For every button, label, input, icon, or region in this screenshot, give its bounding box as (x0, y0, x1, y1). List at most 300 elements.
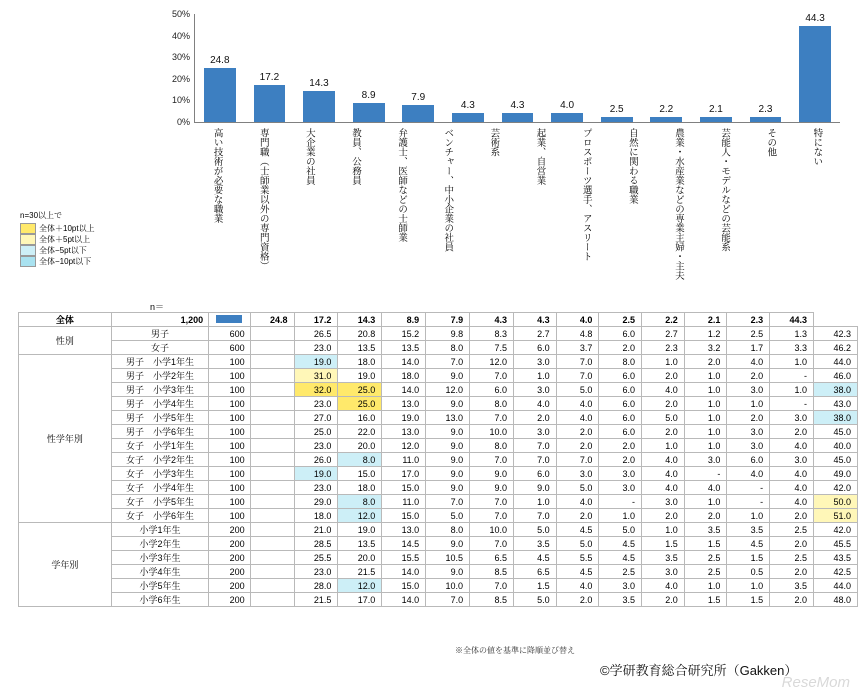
table-cell: 31.0 (294, 369, 338, 383)
table-cell: 3.0 (770, 453, 814, 467)
table-cell: 4.0 (770, 467, 814, 481)
table-swatch-cell (250, 495, 294, 509)
legend-label: 全体＋5pt以上 (39, 235, 91, 244)
table-cell: 2.5 (684, 565, 727, 579)
legend (20, 210, 116, 267)
table-n-value: 100 (209, 439, 250, 453)
table-cell: 3.5 (599, 593, 642, 607)
table-cell: 14.0 (382, 593, 426, 607)
table-cell: 25.0 (338, 383, 382, 397)
table-cell: 1.0 (684, 439, 727, 453)
x-label-cell (748, 126, 794, 293)
table-cell: 26.0 (294, 453, 338, 467)
bar (601, 117, 633, 122)
table-group-label: 性学年別 (19, 355, 112, 523)
table-cell: 3.0 (599, 467, 642, 481)
credit: ©学研教育総合研究所（Gakken） (600, 663, 798, 678)
table-cell: 23.0 (294, 439, 338, 453)
table-cell: 9.0 (426, 467, 470, 481)
x-label-text: 自然に関わる職業 (626, 128, 638, 204)
table-cell: 1.5 (727, 593, 770, 607)
table-cell: - (727, 481, 770, 495)
x-label-cell (609, 126, 655, 293)
table-cell: 2.0 (556, 425, 599, 439)
table-cell: 4.0 (770, 439, 814, 453)
table-cell: 12.0 (338, 509, 382, 523)
table-cell: 11.0 (382, 495, 426, 509)
table-cell: 3.5 (770, 579, 814, 593)
x-label-text: 教員、公務員 (349, 128, 361, 185)
table-cell: 1.0 (684, 397, 727, 411)
table-row (19, 551, 858, 565)
bars-container (195, 14, 840, 122)
table-row (19, 369, 858, 383)
table-cell: 12.0 (338, 579, 382, 593)
table-cell: 18.0 (382, 369, 426, 383)
table-row (19, 383, 858, 397)
table-cell: 2.5 (599, 565, 642, 579)
table-cell: 1.0 (684, 383, 727, 397)
bar-cell (641, 14, 691, 122)
table-cell: 44.3 (770, 313, 814, 327)
table-cell: 7.0 (513, 509, 556, 523)
table-cell: 11.0 (382, 453, 426, 467)
bar (700, 117, 732, 122)
x-label-cell (702, 126, 748, 293)
table-cell: 0.5 (727, 565, 770, 579)
table-row-label: 男子 小学3年生 (111, 383, 208, 397)
table-cell: 3.3 (770, 341, 814, 355)
bar-value-label: 2.1 (708, 104, 723, 116)
bar (303, 91, 335, 122)
table-row-label: 男子 小学1年生 (111, 355, 208, 369)
table-cell: 2.0 (599, 341, 642, 355)
table-cell: 13.5 (338, 341, 382, 355)
table-n-value: 100 (209, 397, 250, 411)
table-cell: 13.0 (382, 523, 426, 537)
table-cell: 8.0 (338, 453, 382, 467)
table-swatch-cell (250, 397, 294, 411)
table-swatch-cell (250, 453, 294, 467)
table-cell: 1.0 (770, 383, 814, 397)
table-cell: 5.0 (556, 383, 599, 397)
table-cell: - (770, 369, 814, 383)
table-swatch-cell (250, 593, 294, 607)
table-cell: 2.0 (770, 565, 814, 579)
x-label-cell (425, 126, 471, 293)
table-row (19, 565, 858, 579)
bar-value-label: 2.3 (758, 104, 773, 116)
table-cell: 1.0 (642, 439, 685, 453)
bar (254, 85, 286, 122)
bar-value-label: 8.9 (361, 89, 376, 101)
table-cell: 2.3 (642, 341, 685, 355)
bar (452, 113, 484, 122)
table-cell: 8.0 (426, 523, 470, 537)
table-cell: 2.0 (642, 369, 685, 383)
x-label-text: プロスポーツ選手、アスリート (580, 128, 592, 261)
table-cell: 9.0 (470, 481, 514, 495)
table-cell: 22.0 (338, 425, 382, 439)
table-cell: 2.0 (770, 509, 814, 523)
table-cell: 17.0 (338, 593, 382, 607)
table-row (19, 509, 858, 523)
table-cell: 1.5 (684, 537, 727, 551)
table-cell: 1.7 (727, 341, 770, 355)
table-row-label: 小学6年生 (111, 593, 208, 607)
table-cell: 7.0 (470, 453, 514, 467)
table-cell: 2.0 (727, 411, 770, 425)
table-row (19, 537, 858, 551)
table-swatch-cell (250, 411, 294, 425)
x-label-text: 農業・水産業などの専業主婦・主夫 (672, 128, 684, 280)
table-cell: 6.0 (727, 453, 770, 467)
y-tick: 50% (171, 9, 190, 19)
bar-cell (691, 14, 741, 122)
table-cell: 5.0 (513, 593, 556, 607)
table-cell: 1.0 (513, 369, 556, 383)
table-cell: 1.0 (684, 369, 727, 383)
table-cell: 5.0 (426, 509, 470, 523)
table-swatch-cell (250, 341, 294, 355)
table-cell: - (599, 495, 642, 509)
legend-swatch (20, 256, 36, 267)
table-cell: 3.5 (513, 537, 556, 551)
table-cell: 8.0 (599, 355, 642, 369)
table-row (19, 425, 858, 439)
table-cell: 3.0 (727, 439, 770, 453)
table-cell: 13.0 (382, 397, 426, 411)
table-cell: 2.5 (727, 327, 770, 341)
table-cell: 3.0 (599, 579, 642, 593)
table-n-value: 600 (209, 327, 250, 341)
table-cell: 28.5 (294, 537, 338, 551)
table-cell: 1.0 (727, 579, 770, 593)
table-cell: - (770, 397, 814, 411)
table-row (19, 481, 858, 495)
table-row (19, 453, 858, 467)
table-cell: 4.0 (642, 579, 685, 593)
table-cell: 2.5 (770, 551, 814, 565)
table-cell: 1.5 (727, 551, 770, 565)
table-cell: 7.0 (556, 355, 599, 369)
table-cell: 2.0 (727, 369, 770, 383)
table-cell: 5.0 (556, 537, 599, 551)
table-cell: 9.0 (470, 467, 514, 481)
legend-label: 全体−10pt以下 (39, 257, 92, 266)
table-cell: 6.0 (599, 397, 642, 411)
table-cell: 44.0 (813, 579, 857, 593)
table-cell: 7.0 (426, 593, 470, 607)
table-cell: 4.5 (513, 551, 556, 565)
legend-item (20, 256, 116, 267)
table-cell: 4.0 (642, 453, 685, 467)
table-cell: 7.0 (470, 579, 514, 593)
table-cell: 6.5 (470, 551, 514, 565)
table-cell: 7.0 (470, 369, 514, 383)
table-cell: 2.2 (642, 313, 685, 327)
table-cell: 2.3 (727, 313, 770, 327)
table-cell: 2.0 (684, 509, 727, 523)
table-cell: 1.0 (684, 411, 727, 425)
bar-cell (195, 14, 245, 122)
table-cell: 6.5 (513, 565, 556, 579)
table-cell: 10.0 (426, 579, 470, 593)
table-cell: 18.0 (338, 481, 382, 495)
table-cell: 44.0 (813, 355, 857, 369)
table-cell: 8.9 (382, 313, 426, 327)
table-cell: 7.0 (470, 537, 514, 551)
table-cell: 40.0 (813, 439, 857, 453)
table-cell: 2.5 (599, 313, 642, 327)
table-row (19, 593, 858, 607)
table-n-value: 100 (209, 355, 250, 369)
x-label-text: 専門職（士師業以外の専門資格） (257, 128, 269, 271)
table-cell: 32.0 (294, 383, 338, 397)
table-n-value: 100 (209, 369, 250, 383)
table-swatch-cell (250, 439, 294, 453)
table-cell: 38.0 (813, 383, 857, 397)
table-cell: 48.0 (813, 593, 857, 607)
table-cell: 28.0 (294, 579, 338, 593)
bar-value-label: 2.2 (659, 104, 674, 116)
x-label-text: 起業、自営業 (534, 128, 546, 185)
table-cell: 45.5 (813, 537, 857, 551)
table-cell: 9.0 (426, 453, 470, 467)
table-cell: 3.5 (727, 523, 770, 537)
bar (204, 68, 236, 122)
table-row-label: 女子 小学3年生 (111, 467, 208, 481)
table-cell: 27.0 (294, 411, 338, 425)
table-cell: 2.0 (556, 439, 599, 453)
table-cell: 7.0 (513, 439, 556, 453)
table-row (19, 341, 858, 355)
table-cell: 4.0 (684, 481, 727, 495)
table-row-label: 女子 小学6年生 (111, 509, 208, 523)
table-swatch-cell (250, 355, 294, 369)
table-cell: 14.0 (382, 383, 426, 397)
table-cell: 2.0 (599, 439, 642, 453)
table-group-label: 学年別 (19, 523, 112, 607)
table-n-value: 200 (209, 565, 250, 579)
table-cell: 13.0 (426, 411, 470, 425)
table-cell: 19.0 (294, 467, 338, 481)
table-row-label: 男子 小学4年生 (111, 397, 208, 411)
table-cell: 23.0 (294, 341, 338, 355)
table-row-label: 全体 (19, 313, 112, 327)
table-cell: 13.5 (338, 537, 382, 551)
table-cell: 19.0 (338, 523, 382, 537)
table-cell: 8.5 (470, 593, 514, 607)
bar-value-label: 4.3 (510, 99, 525, 111)
table-cell: 1.2 (684, 327, 727, 341)
y-tick: 20% (171, 73, 190, 84)
table-cell: 15.2 (382, 327, 426, 341)
bar-cell (344, 14, 394, 122)
table-cell: 2.0 (556, 509, 599, 523)
data-table (18, 312, 858, 607)
table-cell: 4.0 (727, 355, 770, 369)
table-row-label: 小学5年生 (111, 579, 208, 593)
y-axis-labels (160, 8, 192, 128)
table-cell: 1.5 (513, 579, 556, 593)
table-cell: 24.8 (250, 313, 294, 327)
table-swatch-cell (250, 565, 294, 579)
table-swatch-cell (250, 369, 294, 383)
table-cell: 21.5 (338, 565, 382, 579)
table-group-label: 性別 (19, 327, 112, 355)
table-cell: 15.0 (382, 481, 426, 495)
table-row-label: 男子 小学2年生 (111, 369, 208, 383)
table-cell: 3.5 (642, 551, 685, 565)
legend-label: 全体−5pt以下 (39, 246, 87, 255)
table-cell: 21.5 (294, 593, 338, 607)
table-cell: 2.5 (684, 551, 727, 565)
series-swatch (216, 315, 242, 323)
x-label-cell (240, 126, 286, 293)
table-cell: 4.0 (556, 495, 599, 509)
table-cell: 2.0 (770, 425, 814, 439)
table-cell: 51.0 (813, 509, 857, 523)
table-cell: 8.3 (470, 327, 514, 341)
bar-value-label: 24.8 (210, 55, 230, 67)
table-cell: 29.0 (294, 495, 338, 509)
table-n-value: 100 (209, 425, 250, 439)
table-cell: 3.0 (513, 355, 556, 369)
x-label-text: 大企業の社員 (303, 128, 315, 185)
table-cell: 2.0 (556, 593, 599, 607)
table-cell: 5.5 (556, 551, 599, 565)
table-cell: 16.0 (338, 411, 382, 425)
table-cell: 10.5 (426, 551, 470, 565)
table-cell: 1.3 (770, 327, 814, 341)
table-cell: 25.5 (294, 551, 338, 565)
table-cell: 8.0 (470, 439, 514, 453)
table-cell: 4.5 (599, 537, 642, 551)
table-cell: 2.7 (513, 327, 556, 341)
table-cell: 7.0 (470, 509, 514, 523)
y-tick: 30% (171, 52, 190, 63)
table-swatch-cell (250, 481, 294, 495)
table-cell: 25.0 (338, 397, 382, 411)
table-cell: 4.0 (556, 411, 599, 425)
table-swatch-cell (250, 509, 294, 523)
table-cell: 2.0 (642, 397, 685, 411)
legend-item (20, 245, 116, 256)
table-cell: 4.0 (556, 397, 599, 411)
table-row (19, 467, 858, 481)
table-cell: 43.0 (813, 397, 857, 411)
table-cell: 3.0 (599, 481, 642, 495)
footnote: ※全体の値を基準に降順並び替え (455, 646, 575, 655)
table-n-value: 100 (209, 495, 250, 509)
table-cell: 9.0 (426, 369, 470, 383)
legend-item (20, 223, 116, 234)
table-n-value: 200 (209, 593, 250, 607)
table-cell: 42.0 (813, 481, 857, 495)
table-n-value: 100 (209, 383, 250, 397)
table-cell: 12.0 (426, 383, 470, 397)
table-cell: 4.8 (556, 327, 599, 341)
table-row-label: 女子 (111, 341, 208, 355)
table-cell: 3.0 (642, 495, 685, 509)
table-cell: 7.0 (426, 355, 470, 369)
table-cell: 4.5 (556, 565, 599, 579)
bar-value-label: 14.3 (309, 78, 329, 90)
table-cell: 19.0 (382, 411, 426, 425)
bar (502, 113, 534, 122)
table-cell: 2.0 (642, 593, 685, 607)
bar-value-label: 17.2 (259, 71, 280, 83)
table-cell: 10.0 (470, 425, 514, 439)
legend-label: 全体＋10pt以上 (39, 224, 95, 233)
table-n-value: 600 (209, 341, 250, 355)
legend-swatch (20, 223, 36, 234)
x-label-text: 特にない (811, 128, 823, 166)
table-cell: 5.0 (599, 523, 642, 537)
table-cell: 13.5 (382, 341, 426, 355)
bar-cell (245, 14, 295, 122)
table-cell: 50.0 (813, 495, 857, 509)
x-axis-labels (194, 126, 840, 293)
table-cell: 45.0 (813, 425, 857, 439)
table-cell: 49.0 (813, 467, 857, 481)
table-cell: 4.0 (727, 467, 770, 481)
table-cell: 3.0 (727, 425, 770, 439)
table-cell: 3.7 (556, 341, 599, 355)
table-cell: 9.0 (426, 565, 470, 579)
table-cell: 12.0 (470, 355, 514, 369)
table-cell: 2.1 (684, 313, 727, 327)
table-cell: 23.0 (294, 565, 338, 579)
table-cell: 7.0 (556, 453, 599, 467)
table-cell: 25.0 (294, 425, 338, 439)
table-n-value: 100 (209, 453, 250, 467)
bar-value-label: 4.3 (460, 99, 475, 111)
bar-value-label: 4.0 (560, 100, 575, 112)
table-cell: 8.5 (470, 565, 514, 579)
bar-cell (790, 14, 840, 122)
table-cell: 9.0 (426, 439, 470, 453)
table-cell: 18.0 (294, 509, 338, 523)
table-cell: 42.5 (813, 565, 857, 579)
table-cell: 5.0 (513, 523, 556, 537)
table-swatch-cell (250, 537, 294, 551)
bar (650, 117, 682, 122)
table-cell: 6.0 (599, 369, 642, 383)
table-cell: 15.0 (338, 467, 382, 481)
table-row-label: 男子 (111, 327, 208, 341)
table-row-label: 小学1年生 (111, 523, 208, 537)
bar-cell (294, 14, 344, 122)
table-cell: 15.5 (382, 551, 426, 565)
table-cell: 3.0 (684, 453, 727, 467)
table-row (19, 439, 858, 453)
table-cell: 4.5 (556, 523, 599, 537)
x-label-cell (286, 126, 332, 293)
table-cell: 7.5 (470, 341, 514, 355)
legend-items (20, 223, 116, 267)
legend-swatch (20, 234, 36, 245)
table-row (19, 313, 858, 327)
table-cell: 2.0 (513, 411, 556, 425)
table-cell: 8.0 (470, 397, 514, 411)
table-cell: 6.0 (599, 411, 642, 425)
table-cell: 4.0 (556, 313, 599, 327)
x-label-text: 芸術系 (488, 128, 500, 157)
table-cell: 42.0 (813, 523, 857, 537)
table-cell: 46.0 (813, 369, 857, 383)
